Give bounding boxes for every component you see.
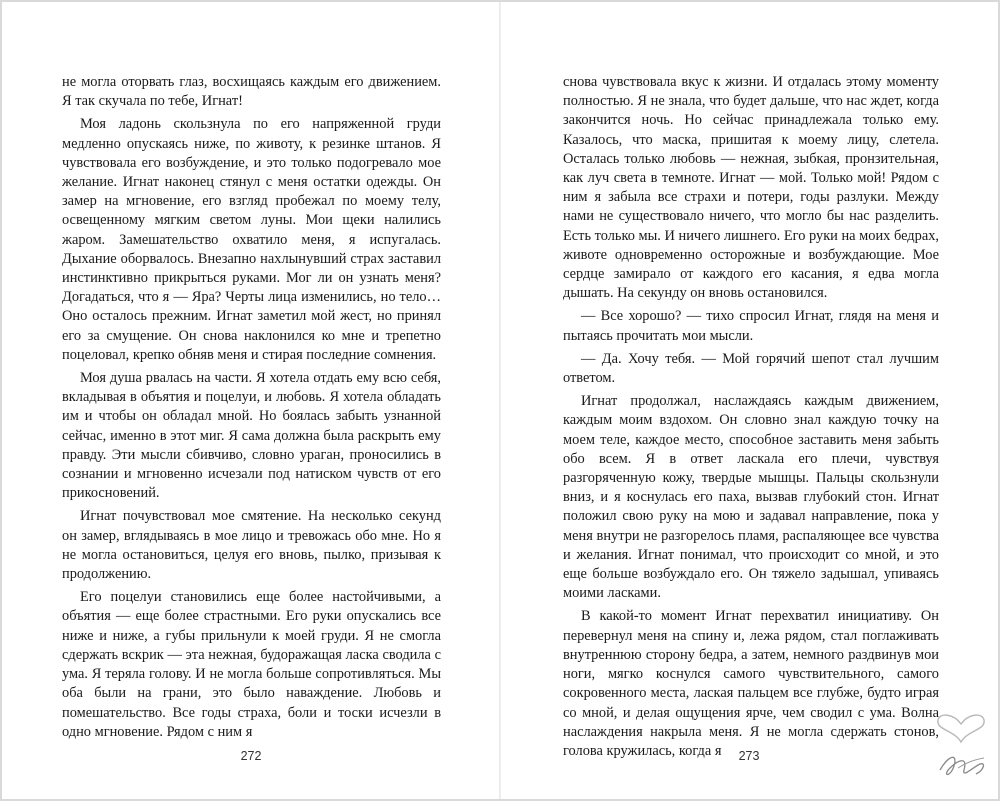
- paragraph: В какой-то момент Игнат перехватил инициативу. Он перевернул меня на спину и, лежа рядом, стал поглаживать внутреннюю сторону бедра, а затем, немного раздвинув мои ноги, мягко коснулся самого чувствительного, самого сокровенного места, лаская пальцем все глубже, будто играя со мной, и делая ощущения ярче, чем сводил с ума. Волна наслаждения накрыла меня. Я не могла сдержать стонов, голова кружилась, когда я: [563, 608, 939, 759]
- right-page-text: [563, 73, 939, 765]
- paragraph: снова чувствовала вкус к жизни. И отдалась этому моменту полностью. Я не знала, что будет дальше, что нас ждет, когда закончится ночь. Но сейчас принадлежала только ему. Казалось, что маска, пришитая к моему лицу, слетела. Осталась только любовь — нежная, зыбкая, пронзительная, как луч света в темноте. Игнат — мой. Только мой! Рядом с ним я забыла все страхи и потери, годы разлуки. Между нами не существовало ничего, что могло бы нас разделить. Есть только мы. И ничего лишнего. Его руки на моих бедрах, животе одновременно осторожные и возбуждающие. Мое сердце замирало от каждого его касания, я едва могла дышать. На секунду он вновь остановился.: [563, 74, 939, 302]
- book-spread: [2, 2, 998, 799]
- paragraph: не могла оторвать глаз, восхищаясь каждым его движением. Я так скучала по тебе, Игнат!: [62, 74, 441, 110]
- paragraph: — Все хорошо? — тихо спросил Игнат, глядя на меня и пытаясь прочитать мои мысли.: [563, 308, 939, 344]
- paragraph: — Да. Хочу тебя. — Мой горячий шепот стал лучшим ответом.: [563, 350, 939, 387]
- heart-signature-icon: [928, 712, 994, 788]
- paragraph: Игнат продолжал, наслаждаясь каждым движением, каждым моим вздохом. Он словно знал каждую точку на моем теле, каждое место, способное заставить меня забыть обо всем. Я в ответ ласкала его плечи, чувствуя разгоряченную кожу, твердые мышцы. Пальцы скользнули вниз, и я коснулась его паха, вызвав глубокий стон. Игнат положил свою руку на мою и задавал направление, пока у меня внутри не разгорелось пламя, распаляющее все чувства и желания. Игнат понимал, что происходит со мной, и это еще больше возбуждало его. Он тяжело задышал, упиваясь моими ласками.: [563, 393, 939, 602]
- paragraph: Моя душа рвалась на части. Я хотела отдать ему всю себя, вкладывая в объятия и поцелуи, и любовь. Я хотела обладать им и чтобы он обладал мной. Но боялась забыть узнанной сейчас, именно в этот миг. Я сама должна была раскрыть ему правду. Эти мысли сбивчиво, словно ураган, проносились в сознании и мгновенно исчезали под натиском чувств от его прикосновений.: [62, 370, 441, 502]
- page-number-right: 273: [738, 749, 760, 763]
- paragraph: Его поцелуи становились еще более настойчивыми, а объятия — еще более страстными. Его руки опускались все ниже и ниже, а губы прильнули к моей груди. Я не смогла сдержать вскрик — эта нежная, будоражащая ласка сводила с ума. Я теряла голову. И не могла больше сопротивляться. Мы оба были на грани, это было наваждение. Любовь и помешательство. Все годы страха, боли и тоски исчезли в одно мгновение. Рядом с ним я: [62, 589, 441, 740]
- paragraph: Моя ладонь скользнула по его напряженной груди медленно опускаясь ниже, по животу, к резинке штанов. Я чувствовала его возбуждение, и это только подогревало мое желание. Игнат наконец стянул с меня остатки одежды. Он замер на мгновение, его взгляд пробежал по моему телу, освещенному мягким светом луны. Мои щеки налились жаром. Замешательство охватило меня, я испугалась. Дыхание оборвалось. Внезапно нахлынувший страх заставил инстинктивно прикрыться руками. Мог ли он узнать меня? Догадаться, что я — Яра? Черты лица изменились, но тело… Оно осталось прежним. Игнат заметил мой жест, но принял его за смущение. Он снова наклонился ко мне и трепетно поцеловал, крепко обняв меня и стирая последние сомнения.: [62, 116, 441, 363]
- left-page-text: [62, 73, 441, 746]
- left-page: [2, 2, 500, 799]
- page-number-left: 272: [240, 749, 262, 763]
- paragraph: Игнат почувствовал мое смятение. На несколько секунд он замер, вглядываясь в мое лицо и тревожась обо мне. Но я не могла остановиться, целуя его вновь, пылко, призывая к продолжению.: [62, 508, 441, 583]
- right-page: [500, 2, 998, 799]
